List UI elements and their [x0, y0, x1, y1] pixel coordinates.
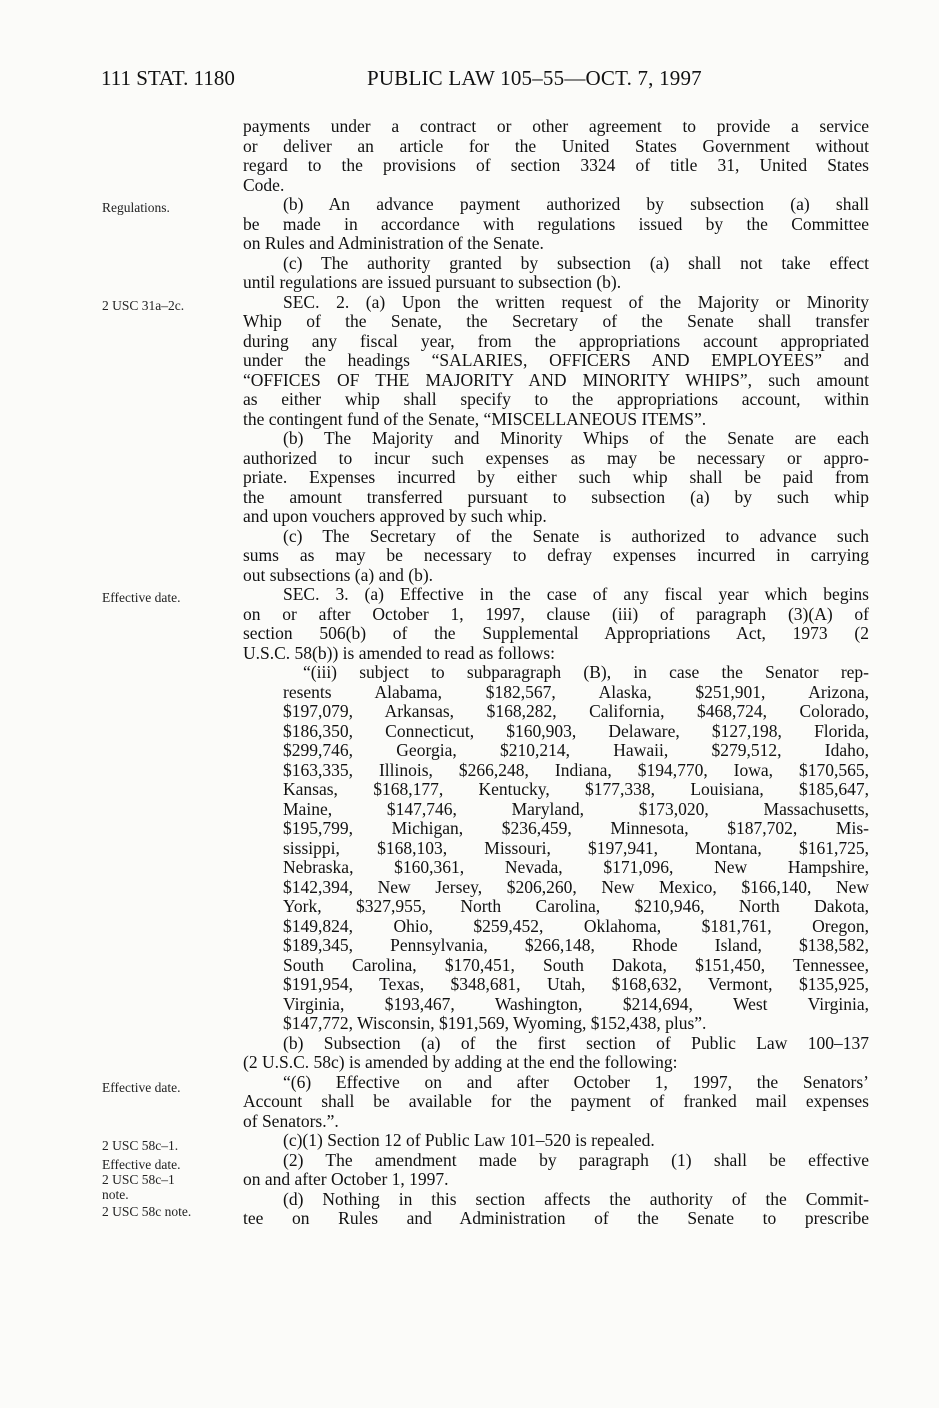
page-header — [101, 64, 869, 94]
quoted-line: $191,954, Texas, $348,681, Utah, $168,632, Vermont, $135,925, — [283, 974, 869, 994]
text-line: of Senators.”. — [243, 1110, 339, 1131]
text-line: Account shall be available for the payment of franked mail expenses — [243, 1091, 869, 1111]
quoted-line: “(6) Effective on and after October 1, 1997, the Senators’ — [283, 1071, 869, 1092]
text-line: (c) The authority granted by subsection (a) shall not take effect — [283, 252, 869, 273]
margin-note: 2 USC 58c–1. — [102, 1138, 179, 1153]
text-line: on and after October 1, 1997. — [243, 1169, 449, 1189]
quoted-line: $189,345, Pennsylvania, $266,148, Rhode Island, $138,582, — [283, 935, 869, 955]
text-line: during any fiscal year, from the appropriations account appropriated — [243, 330, 869, 351]
text-line: section 506(b) of the Supplemental Appropriations Act, 1973 (2 — [243, 623, 869, 643]
public-law-title: PUBLIC LAW 105–55—OCT. 7, 1997 — [367, 66, 702, 90]
section-3-heading: SEC. 3. (a) Effective in the case of any fiscal year which begins — [283, 584, 869, 604]
quoted-line: sissippi, $168,103, Missouri, $197,941, Montana, $161,725, — [283, 837, 869, 858]
margin-note: Effective date. — [102, 1157, 181, 1172]
quoted-line: South Carolina, $170,451, South Dakota, $151,450, Tennessee, — [283, 954, 869, 975]
text-line: and upon vouchers approved by such whip. — [243, 506, 547, 526]
quoted-line: “(iii) subject to subparagraph (B), in case the Senator rep- — [303, 662, 869, 682]
text-line: under the headings “SALARIES, OFFICERS AND EMPLOYEES” and — [243, 350, 869, 370]
text-line: until regulations are issued pursuant to subsection (b). — [243, 272, 622, 292]
margin-note: 2 USC 31a–2c. — [102, 298, 185, 313]
quoted-line: York, $327,955, North Carolina, $210,946, North Dakota, — [283, 896, 869, 916]
text-line: tee on Rules and Administration of the Senate to prescribe — [243, 1208, 869, 1228]
statute-page-number: 111 STAT. 1180 — [101, 66, 235, 90]
text-line: as either whip shall specify to the appropriations account, within — [243, 389, 869, 409]
text-line: the contingent fund of the Senate, “MISCELLANEOUS ITEMS”. — [243, 408, 707, 429]
quoted-line: resents Alabama, $182,567, Alaska, $251,901, Arizona, — [283, 681, 869, 702]
text-line: authorized to incur such expenses as may be necessary or appro- — [243, 447, 869, 468]
margin-note: Effective date. — [102, 590, 181, 605]
section-2-heading: SEC. 2. (a) Upon the written request of the Majority or Minority — [283, 291, 869, 312]
margin-note: Effective date. — [102, 1080, 181, 1095]
quoted-line: $142,394, New Jersey, $206,260, New Mexico, $166,140, New — [283, 876, 869, 897]
quoted-line: $149,824, Ohio, $259,452, Oklahoma, $181,761, Oregon, — [283, 915, 869, 936]
quoted-line: $299,746, Georgia, $210,214, Hawaii, $279,512, Idaho, — [283, 740, 869, 760]
text-line: (2) The amendment made by paragraph (1) shall be effective — [283, 1149, 869, 1170]
text-line: (c) The Secretary of the Senate is authorized to advance such — [283, 525, 869, 546]
quoted-line: $195,799, Michigan, $236,459, Minnesota, $187,702, Mis- — [283, 818, 869, 838]
text-line: (b) Subsection (a) of the first section of Public Law 100–137 — [283, 1032, 869, 1053]
text-line: or deliver an article for the United States Government without — [243, 135, 869, 156]
margin-note: note. — [102, 1187, 129, 1202]
quoted-line: $197,079, Arkansas, $168,282, California, $468,724, Colorado, — [283, 701, 869, 721]
text-line: regard to the provisions of section 3324 of title 31, United States — [243, 155, 869, 175]
text-line: (2 U.S.C. 58c) is amended by adding at the end the following: — [243, 1052, 678, 1072]
quoted-line: Kansas, $168,177, Kentucky, $177,338, Louisiana, $185,647, — [283, 779, 869, 799]
text-line: on Rules and Administration of the Senate. — [243, 233, 544, 253]
quoted-line: $186,350, Connecticut, $160,903, Delaware, $127,198, Florida, — [283, 720, 869, 741]
quoted-line: Virginia, $193,467, Washington, $214,694, West Virginia, — [283, 993, 869, 1014]
text-line: U.S.C. 58(b)) is amended to read as follows: — [243, 642, 556, 663]
quoted-line: Nebraska, $160,361, Nevada, $171,096, New Hampshire, — [283, 857, 869, 877]
text-line: (c)(1) Section 12 of Public Law 101–520 is repealed. — [283, 1130, 655, 1150]
text-line: the amount transferred pursuant to subsection (a) by such whip — [243, 486, 869, 507]
text-line: (d) Nothing in this section affects the authority of the Commit- — [283, 1188, 869, 1209]
quoted-line: $147,772, Wisconsin, $191,569, Wyoming, $152,438, plus”. — [283, 1013, 707, 1033]
text-line: payments under a contract or other agreement to provide a service — [243, 116, 869, 136]
text-line: sums as may be necessary to defray expenses incurred in carrying — [243, 545, 869, 565]
margin-note: 2 USC 58c note. — [102, 1204, 192, 1219]
text-line: “OFFICES OF THE MAJORITY AND MINORITY WHIPS”, such amount — [243, 369, 869, 390]
margin-note: 2 USC 58c–1 — [102, 1172, 175, 1187]
page-body — [0, 116, 939, 1246]
text-line: Whip of the Senate, the Secretary of the Senate shall transfer — [243, 311, 869, 331]
text-line: (b) The Majority and Minority Whips of the Senate are each — [283, 428, 869, 448]
text-line: on or after October 1, 1997, clause (iii) of paragraph (3)(A) of — [243, 603, 869, 624]
text-line: be made in accordance with regulations issued by the Committee — [243, 213, 869, 234]
quoted-line: Maine, $147,746, Maryland, $173,020, Massachusetts, — [283, 798, 869, 819]
text-line: priate. Expenses incurred by either such whip shall be paid from — [243, 467, 869, 487]
margin-note: Regulations. — [102, 200, 170, 215]
quoted-line: $163,335, Illinois, $266,248, Indiana, $194,770, Iowa, $170,565, — [283, 759, 869, 780]
text-line: Code. — [243, 174, 285, 195]
text-line: (b) An advance payment authorized by subsection (a) shall — [283, 194, 869, 214]
text-line: out subsections (a) and (b). — [243, 564, 434, 585]
